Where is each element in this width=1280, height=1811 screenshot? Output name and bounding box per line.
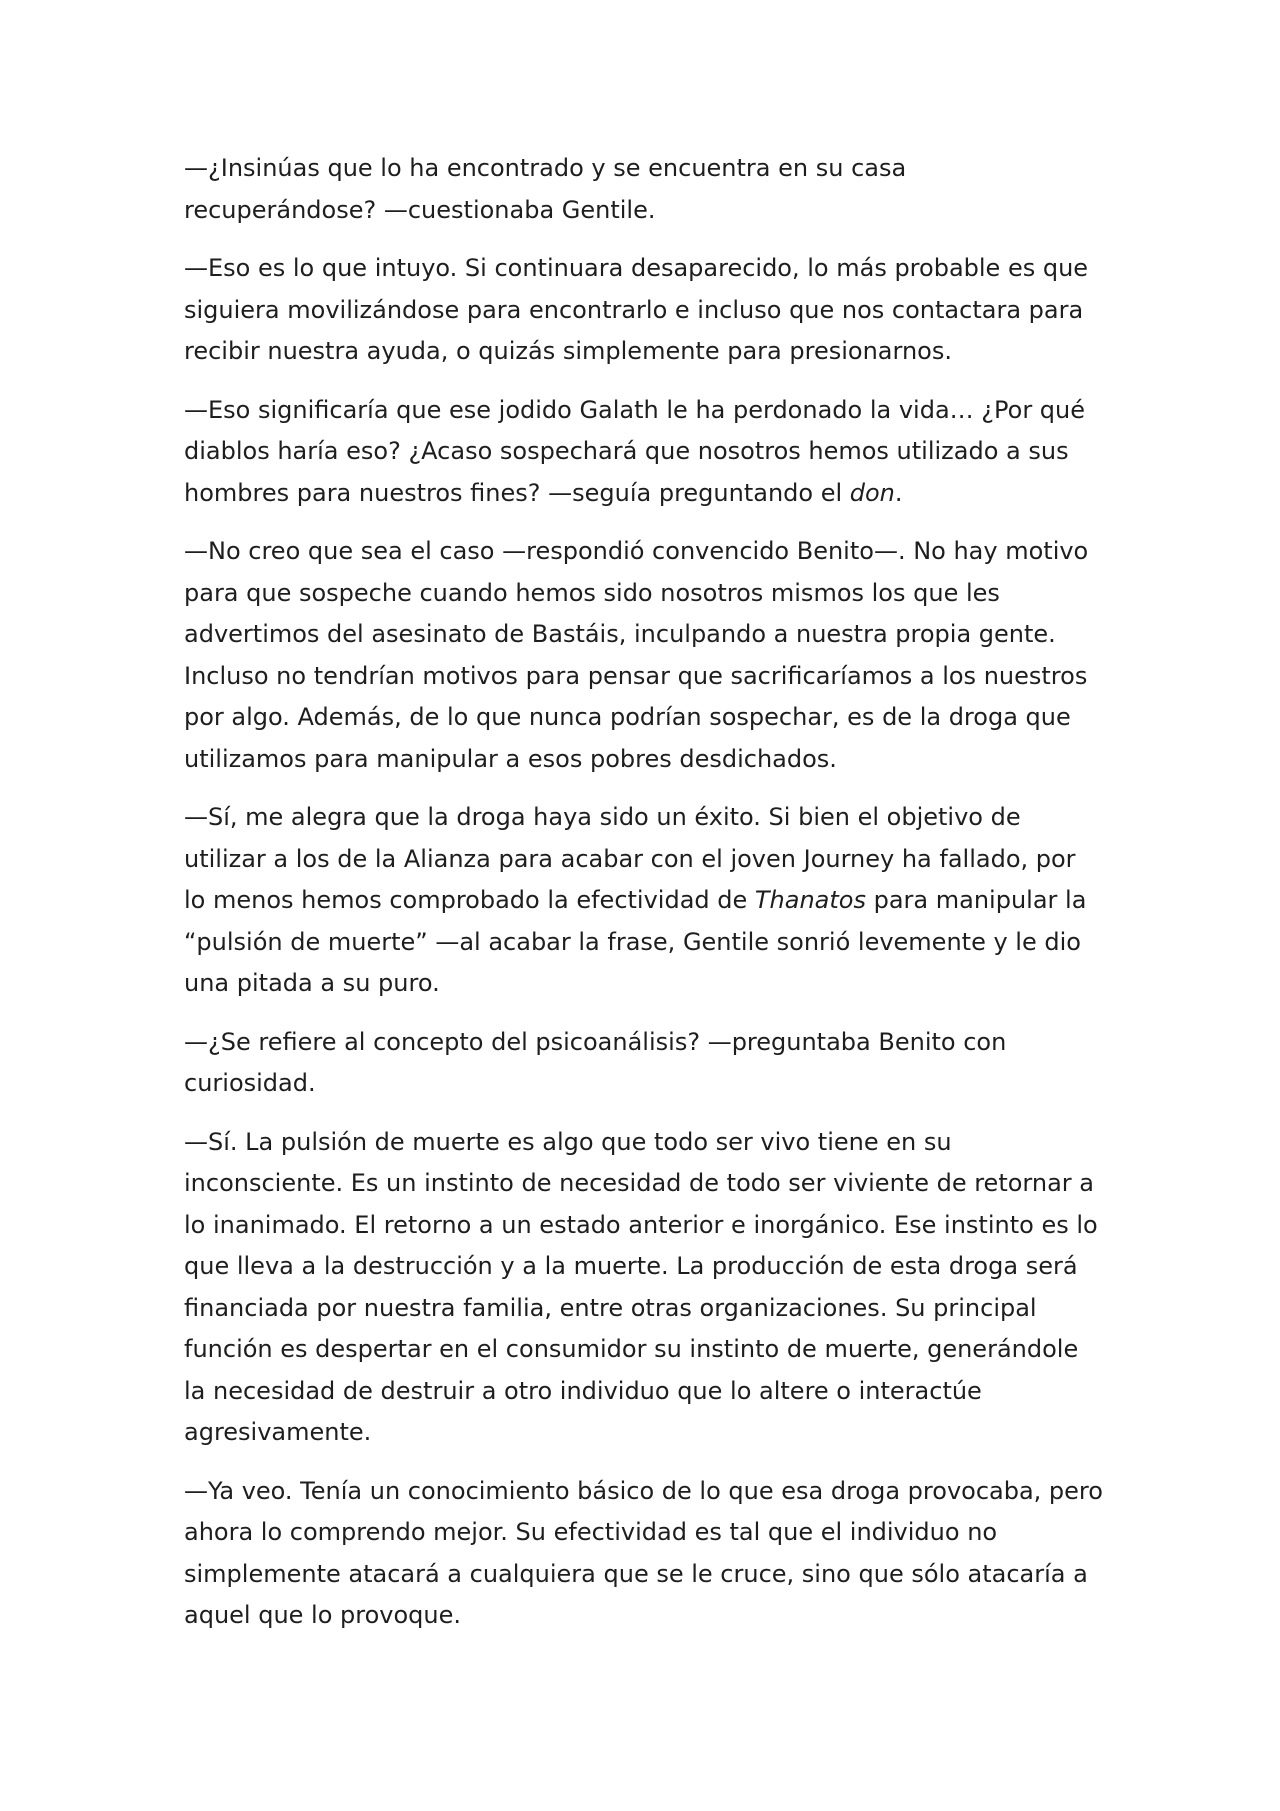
paragraph: [184, 531, 1104, 780]
paragraph-text: —¿Insinúas que lo ha encontrado y se encuentra en su casa recuperándose? —cuestionaba Gentile.: [184, 154, 907, 224]
paragraph-text: —Sí. La pulsión de muerte es algo que todo ser vivo tiene en su inconsciente. Es un instinto de necesidad de todo ser viviente de retornar a lo inanimado. El retorno a un estado anterior e inorgánico. Ese instinto es lo que lleva a la destrucción y a la muerte. La producción de esta droga será financiada por nuestra familia, entre otras organizaciones. Su principal función es despertar en el consumidor su instinto de muerte, generándole la necesidad de destruir a otro individuo que lo altere o interactúe agresivamente.: [184, 1127, 1098, 1446]
paragraph: [184, 1471, 1104, 1637]
paragraph-text: —Eso es lo que intuyo. Si continuara desaparecido, lo más probable es que siguiera movilizándose para encontrarlo e incluso que nos contactara para recibir nuestra ayuda, o quizás simplemente para presionarnos.: [184, 254, 1089, 365]
paragraph-text: —Ya veo. Tenía un conocimiento básico de lo que esa droga provocaba, pero ahora lo comprendo mejor. Su efectividad es tal que el individuo no simplemente atacará a cualquiera que se le cruce, sino que sólo atacaría a aquel que lo provoque.: [184, 1476, 1103, 1629]
paragraph: [184, 390, 1104, 515]
paragraph-text: para manipular la “pulsión de muerte” —al acabar la frase, Gentile sonrió levemente y le dio una pitada a su puro.: [184, 886, 1087, 997]
italic-text: don: [849, 478, 895, 507]
paragraph: [184, 148, 1104, 231]
paragraph: [184, 1122, 1104, 1454]
paragraph-text: —Sí, me alegra que la droga haya sido un éxito. Si bien el objetivo de utilizar a los de la Alianza para acabar con el joven Journey ha fallado, por lo menos hemos comprobado la efectividad de: [184, 803, 1076, 914]
paragraph-text: —No creo que sea el caso —respondió convencido Benito—. No hay motivo para que sospeche cuando hemos sido nosotros mismos los que les advertimos del asesinato de Bastáis, inculpando a nuestra propia gente. Incluso no tendrían motivos para pensar que sacrificaríamos a los nuestros por algo. Además, de lo que nunca podrían sospechar, es de la droga que utilizamos para manipular a esos pobres desdichados.: [184, 537, 1089, 773]
paragraph-text: —¿Se refiere al concepto del psicoanálisis? —preguntaba Benito con curiosidad.: [184, 1027, 1007, 1097]
paragraph-text: .: [894, 478, 903, 507]
document-page: [184, 148, 1104, 1654]
paragraph: [184, 248, 1104, 373]
paragraph: [184, 1022, 1104, 1105]
paragraph-text: —Eso significaría que ese jodido Galath le ha perdonado la vida… ¿Por qué diablos haría eso? ¿Acaso sospechará que nosotros hemos utilizado a sus hombres para nuestros fines? —seguía preguntando el: [184, 395, 1086, 507]
paragraph: [184, 797, 1104, 1005]
italic-text: Thanatos: [754, 886, 866, 914]
